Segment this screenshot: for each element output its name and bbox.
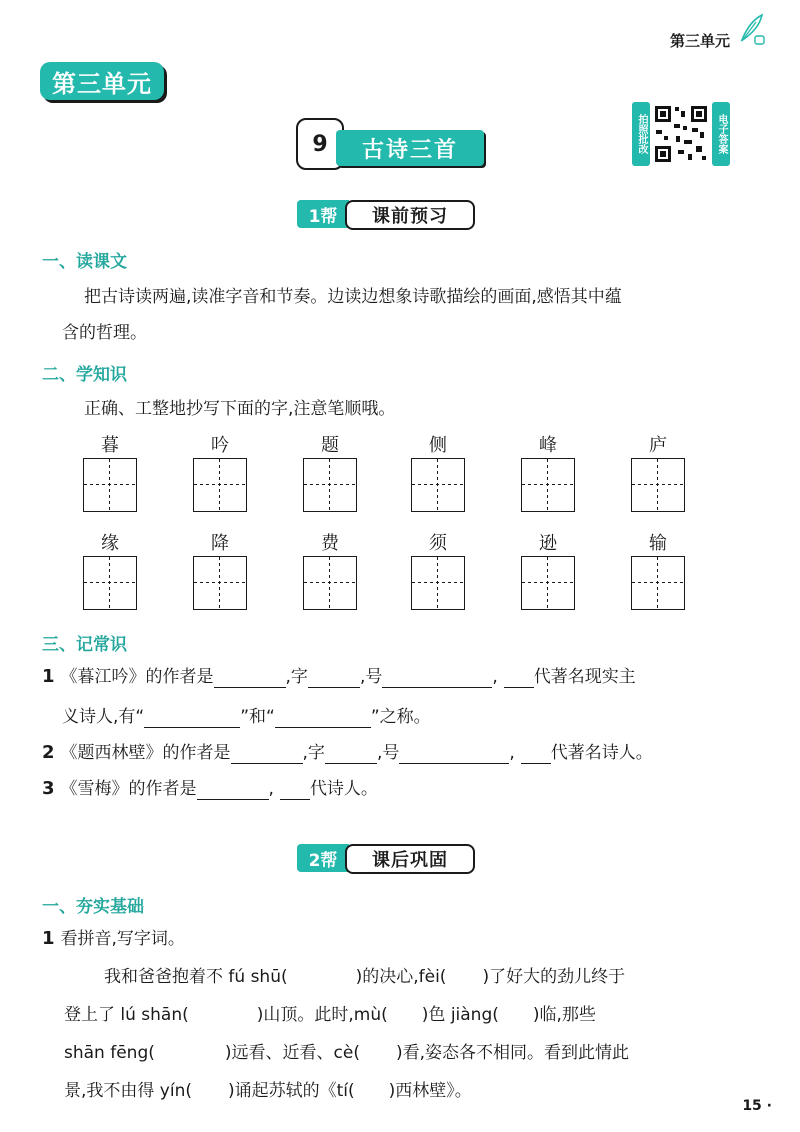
answer-blank[interactable] bbox=[382, 669, 492, 688]
char-label: 峰 bbox=[539, 435, 557, 456]
pinyin-text: 我和爸爸抱着不 fú shū( bbox=[104, 967, 288, 987]
pinyin-text: )的决心,fèi( bbox=[355, 967, 447, 987]
char-label: 暮 bbox=[101, 435, 119, 456]
char-cell bbox=[192, 532, 248, 610]
paragraph-line: 把古诗读两遍,读准字音和节奏。边读边想象诗歌描绘的画面,感悟其中蕴 bbox=[84, 287, 622, 307]
heading-learn-knowledge: 二、学知识 bbox=[42, 365, 127, 385]
writing-box[interactable] bbox=[521, 458, 575, 512]
pinyin-text: )色 jiàng( bbox=[421, 1005, 499, 1025]
char-label: 侧 bbox=[429, 435, 447, 456]
char-label: 庐 bbox=[649, 435, 667, 456]
question-text: ”之称。 bbox=[370, 707, 431, 727]
pinyin-text: 登上了 lú shān( bbox=[64, 1005, 189, 1025]
writing-box[interactable] bbox=[521, 556, 575, 610]
answer-blank[interactable] bbox=[308, 669, 360, 688]
char-label: 缘 bbox=[101, 533, 119, 554]
question-1 bbox=[42, 666, 636, 688]
answer-blank[interactable] bbox=[280, 781, 310, 800]
char-cell bbox=[302, 434, 358, 512]
question-text: , bbox=[268, 779, 274, 799]
question-text: 义诗人,有“ bbox=[62, 707, 145, 727]
pinyin-text: shān fēng( bbox=[64, 1043, 155, 1063]
question-text: ,号 bbox=[359, 667, 383, 687]
question-text: 看拼音,写字词。 bbox=[60, 929, 185, 949]
qr-right-text: 电子答案 bbox=[716, 114, 727, 154]
answer-blank[interactable] bbox=[275, 709, 371, 728]
question-3 bbox=[42, 778, 378, 800]
answer-blank[interactable] bbox=[504, 669, 534, 688]
question-text: 代诗人。 bbox=[309, 779, 378, 799]
exercise-1-title bbox=[42, 928, 185, 950]
answer-blank[interactable] bbox=[231, 745, 303, 764]
lesson-name: 古诗三首 bbox=[336, 130, 484, 166]
pinyin-text: )远看、近看、cè( bbox=[224, 1043, 360, 1063]
unit-badge: 第三单元 bbox=[40, 62, 164, 100]
question-text: ,字 bbox=[285, 667, 308, 687]
writing-box[interactable] bbox=[83, 458, 137, 512]
char-cell bbox=[410, 434, 466, 512]
question-text: ,字 bbox=[302, 743, 325, 763]
char-cell bbox=[410, 532, 466, 610]
writing-box[interactable] bbox=[631, 556, 685, 610]
answer-blank[interactable] bbox=[399, 745, 509, 764]
answer-blank[interactable] bbox=[197, 781, 269, 800]
writing-box[interactable] bbox=[83, 556, 137, 610]
question-number: 2 bbox=[42, 742, 55, 763]
section-label: 课后巩固 bbox=[345, 844, 475, 874]
pinyin-text: )了好大的劲儿终于 bbox=[482, 967, 626, 987]
question-number: 1 bbox=[42, 666, 55, 687]
qr-left-text: 拍照批改 bbox=[636, 114, 647, 154]
char-label: 题 bbox=[321, 435, 339, 456]
section-label: 课前预习 bbox=[345, 200, 475, 230]
char-label: 逊 bbox=[539, 533, 557, 554]
lesson-number: 9 bbox=[296, 118, 344, 170]
qr-left-label bbox=[632, 102, 650, 166]
writing-box[interactable] bbox=[193, 556, 247, 610]
question-text: 代著名现实主 bbox=[533, 667, 636, 687]
question-text: 代著名诗人。 bbox=[550, 743, 653, 763]
question-number: 1 bbox=[42, 928, 55, 949]
pinyin-text: )临,那些 bbox=[532, 1005, 596, 1025]
char-cell bbox=[520, 532, 576, 610]
pinyin-line bbox=[104, 966, 625, 988]
heading-foundation: 一、夯实基础 bbox=[42, 897, 144, 917]
writing-box[interactable] bbox=[631, 458, 685, 512]
char-cell bbox=[630, 434, 686, 512]
section-number: 1帮 bbox=[297, 200, 349, 228]
answer-blank[interactable] bbox=[214, 669, 286, 688]
qr-code-block[interactable] bbox=[632, 102, 730, 166]
question-text: 《题西林壁》的作者是 bbox=[60, 743, 231, 763]
pinyin-text: )山顶。此时,mù( bbox=[256, 1005, 388, 1025]
char-label: 降 bbox=[211, 533, 229, 554]
question-text: , bbox=[492, 667, 498, 687]
writing-box[interactable] bbox=[303, 556, 357, 610]
char-label: 费 bbox=[321, 533, 339, 554]
pinyin-text: )看,姿态各不相同。看到此情此 bbox=[395, 1043, 629, 1063]
char-cell bbox=[520, 434, 576, 512]
char-label: 输 bbox=[649, 533, 667, 554]
pinyin-line bbox=[64, 1080, 472, 1102]
writing-box[interactable] bbox=[303, 458, 357, 512]
instruction-text: 正确、工整地抄写下面的字,注意笔顺哦。 bbox=[84, 399, 396, 419]
writing-box[interactable] bbox=[411, 556, 465, 610]
question-2 bbox=[42, 742, 653, 764]
question-text: 《暮江吟》的作者是 bbox=[60, 667, 214, 687]
question-text: , bbox=[509, 743, 515, 763]
pinyin-text: 景,我不由得 yín( bbox=[64, 1081, 192, 1101]
question-1-continued bbox=[62, 706, 431, 728]
lesson-title bbox=[296, 118, 496, 170]
char-label: 须 bbox=[429, 533, 447, 554]
pinyin-line bbox=[64, 1004, 596, 1026]
writing-box[interactable] bbox=[411, 458, 465, 512]
qr-code-icon[interactable] bbox=[652, 102, 710, 166]
answer-blank[interactable] bbox=[521, 745, 551, 764]
question-text: ”和“ bbox=[240, 707, 275, 727]
answer-blank[interactable] bbox=[144, 709, 240, 728]
section-badge-review bbox=[297, 844, 477, 874]
pinyin-text: )诵起苏轼的《tí( bbox=[228, 1081, 355, 1101]
writing-box[interactable] bbox=[193, 458, 247, 512]
char-cell bbox=[192, 434, 248, 512]
char-cell bbox=[302, 532, 358, 610]
running-header: 第三单元 bbox=[669, 32, 730, 50]
heading-common-knowledge: 三、记常识 bbox=[42, 635, 127, 655]
question-number: 3 bbox=[42, 778, 55, 799]
char-cell bbox=[630, 532, 686, 610]
char-label: 吟 bbox=[211, 435, 229, 456]
section-badge-preview bbox=[297, 200, 477, 230]
question-text: 《雪梅》的作者是 bbox=[60, 779, 197, 799]
section-number: 2帮 bbox=[297, 844, 349, 872]
paragraph-line: 含的哲理。 bbox=[62, 323, 147, 343]
char-cell bbox=[82, 434, 138, 512]
heading-read-text: 一、读课文 bbox=[42, 252, 127, 272]
pinyin-text: )西林壁》。 bbox=[388, 1081, 472, 1101]
answer-blank[interactable] bbox=[325, 745, 377, 764]
page-number: 15 · bbox=[742, 1098, 772, 1114]
pinyin-line bbox=[64, 1042, 629, 1064]
char-cell bbox=[82, 532, 138, 610]
question-text: ,号 bbox=[376, 743, 400, 763]
qr-right-label bbox=[712, 102, 730, 166]
feather-icon bbox=[736, 12, 766, 46]
